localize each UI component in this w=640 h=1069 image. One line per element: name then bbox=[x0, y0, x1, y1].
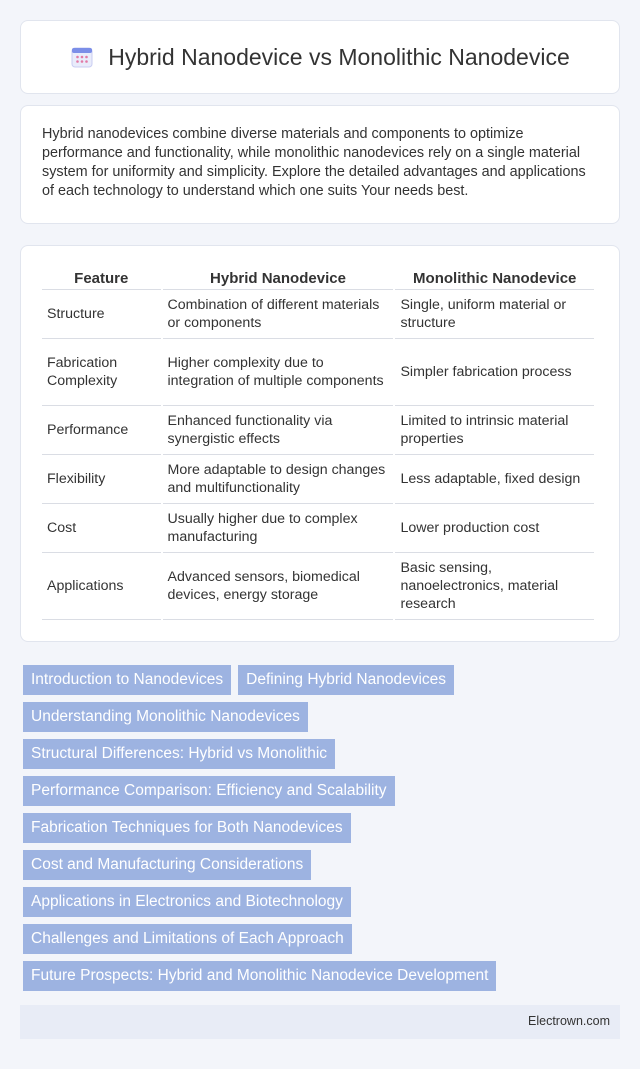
topic-link[interactable]: Fabrication Techniques for Both Nanodevices bbox=[23, 813, 351, 843]
table-row bbox=[42, 455, 594, 504]
table-cell: Basic sensing, nanoelectronics, material research bbox=[395, 553, 594, 620]
topic-link[interactable]: Challenges and Limitations of Each Approach bbox=[23, 924, 352, 954]
table-row bbox=[42, 504, 594, 553]
table-row bbox=[42, 406, 594, 455]
table-row bbox=[42, 290, 594, 339]
calendar-icon bbox=[70, 45, 94, 69]
table-cell: More adaptable to design changes and multifunctionality bbox=[163, 455, 394, 504]
table-cell: Applications bbox=[42, 553, 161, 620]
topic-link[interactable]: Future Prospects: Hybrid and Monolithic Nanodevice Development bbox=[23, 961, 496, 991]
table-cell: Performance bbox=[42, 406, 161, 455]
table-cell: Higher complexity due to integration of multiple components bbox=[163, 339, 394, 406]
table-cell: Lower production cost bbox=[395, 504, 594, 553]
topic-links bbox=[23, 665, 623, 998]
title-card bbox=[20, 20, 620, 94]
table-cell: Fabrication Complexity bbox=[42, 339, 161, 406]
header-feature: Feature bbox=[42, 266, 161, 290]
table-cell: Enhanced functionality via synergistic effects bbox=[163, 406, 394, 455]
table-cell: Usually higher due to complex manufacturing bbox=[163, 504, 394, 553]
header-monolithic: Monolithic Nanodevice bbox=[395, 266, 594, 290]
topic-link[interactable]: Cost and Manufacturing Considerations bbox=[23, 850, 311, 880]
table-cell: Combination of different materials or components bbox=[163, 290, 394, 339]
topic-link[interactable]: Defining Hybrid Nanodevices bbox=[238, 665, 454, 695]
table-row bbox=[42, 553, 594, 620]
header-hybrid: Hybrid Nanodevice bbox=[163, 266, 394, 290]
footer-brand[interactable]: Electrown.com bbox=[528, 1014, 610, 1028]
table-cell: Cost bbox=[42, 504, 161, 553]
topic-link[interactable]: Structural Differences: Hybrid vs Monolithic bbox=[23, 739, 335, 769]
table-cell: Simpler fabrication process bbox=[395, 339, 594, 406]
topic-link[interactable]: Understanding Monolithic Nanodevices bbox=[23, 702, 308, 732]
page-title: Hybrid Nanodevice vs Monolithic Nanodevice bbox=[108, 43, 570, 70]
table-header-row bbox=[42, 266, 594, 290]
table-row bbox=[42, 339, 594, 406]
table-cell: Advanced sensors, biomedical devices, energy storage bbox=[163, 553, 394, 620]
intro-card bbox=[20, 105, 620, 224]
topic-link[interactable]: Performance Comparison: Efficiency and Scalability bbox=[23, 776, 395, 806]
comparison-table-card bbox=[20, 245, 620, 642]
comparison-table bbox=[40, 266, 596, 620]
footer bbox=[20, 1005, 620, 1039]
table-cell: Structure bbox=[42, 290, 161, 339]
table-cell: Single, uniform material or structure bbox=[395, 290, 594, 339]
table-cell: Flexibility bbox=[42, 455, 161, 504]
intro-text: Hybrid nanodevices combine diverse materials and components to optimize performance and functionality, while monolithic nanodevices rely on a single material system for uniformity and simplicity. Explore the detailed advantages and applications of each technology to understand which one suits Your needs best. bbox=[42, 126, 586, 199]
table-cell: Less adaptable, fixed design bbox=[395, 455, 594, 504]
topic-link[interactable]: Applications in Electronics and Biotechnology bbox=[23, 887, 351, 917]
topic-link[interactable]: Introduction to Nanodevices bbox=[23, 665, 231, 695]
table-cell: Limited to intrinsic material properties bbox=[395, 406, 594, 455]
